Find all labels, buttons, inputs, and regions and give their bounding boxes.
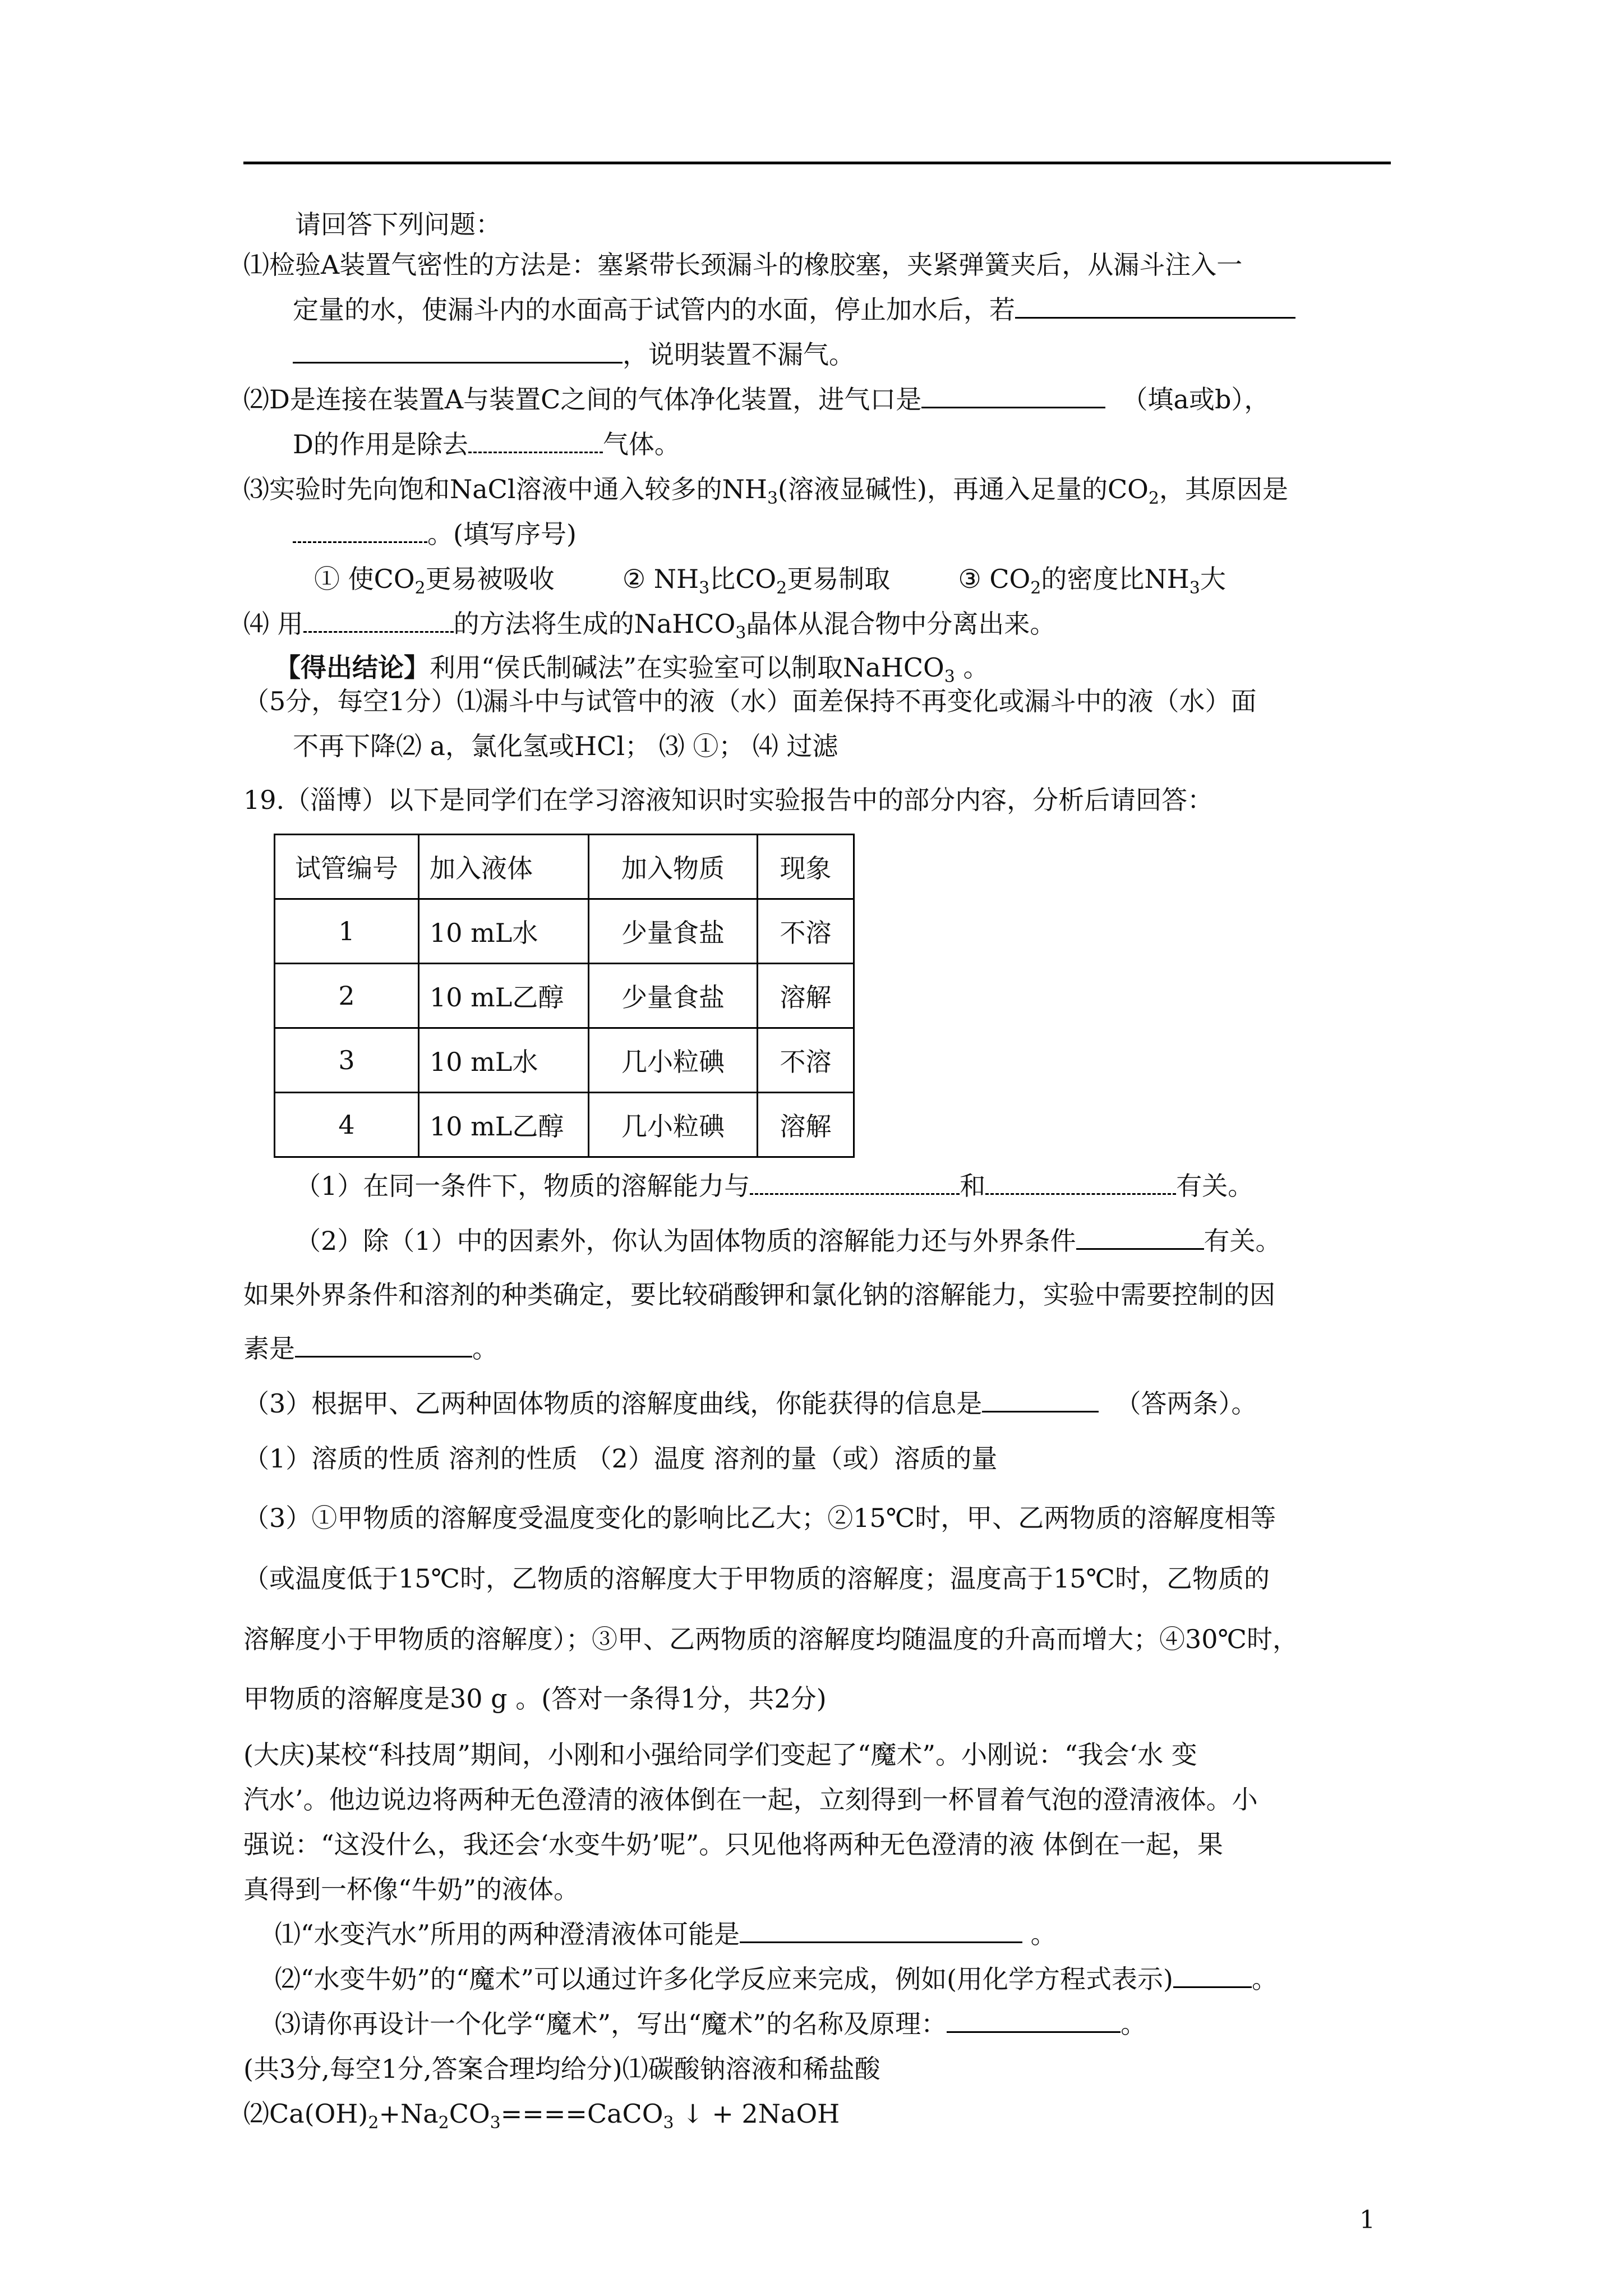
table-header-cell: 试管编号 bbox=[275, 835, 419, 899]
q3-line2: 。(填写序号) bbox=[293, 517, 577, 551]
q19-answer-3-line2: （或温度低于15℃时，乙物质的溶解度大于甲物质的溶解度；温度高于15℃时，乙物质的 bbox=[243, 1563, 1270, 1594]
q3-line1: ⑶实验时先向饱和NaCl溶液中通入较多的$NH_3$(溶液显碱性)，再通入足量的$CO_2$，其原因是 bbox=[243, 474, 1288, 508]
table-header-cell: 加入物质 bbox=[589, 835, 758, 899]
q19-p2-factor-blank[interactable] bbox=[295, 1333, 472, 1358]
experiment-table bbox=[274, 834, 855, 1158]
q1-answer-blank[interactable] bbox=[1015, 295, 1295, 319]
q4-method-blank[interactable] bbox=[303, 609, 454, 633]
q19-part2-line3: 素是 。 bbox=[243, 1333, 498, 1364]
q2-gas-blank[interactable] bbox=[468, 429, 603, 453]
table-cell: 少量食盐 bbox=[589, 964, 758, 1028]
q19-part2-line1: （2）除（1）中的因素外，你认为固体物质的溶解能力还与外界条件 有关。 bbox=[295, 1226, 1281, 1256]
q2-inlet-blank[interactable] bbox=[921, 384, 1105, 408]
table-cell: 10 mL水 bbox=[419, 1028, 589, 1093]
q19-answer-1: （1）溶质的性质 溶剂的性质 （2）温度 溶剂的量（或）溶质的量 bbox=[243, 1443, 998, 1474]
table-cell: 10 mL乙醇 bbox=[419, 964, 589, 1028]
conclusion-line: 【得出结论】利用“侯氏制碱法”在实验室可以制取NaHCO$_3$ 。 bbox=[275, 652, 989, 687]
answer-18-line2: 不再下降⑵ a，氯化氢或HCl； ⑶ ①； ⑷ 过滤 bbox=[293, 731, 838, 761]
table-header-cell: 加入液体 bbox=[419, 835, 589, 899]
table-cell: 少量食盐 bbox=[589, 899, 758, 964]
q3-options bbox=[314, 562, 1226, 596]
page-number: 1 bbox=[1359, 2206, 1375, 2234]
table-header-cell: 现象 bbox=[758, 835, 854, 899]
daqing-sub3: ⑶请你再设计一个化学“魔术”，写出“魔术”的名称及原理： 。 bbox=[275, 2009, 1147, 2039]
q4-line: ⑷ 用 的方法将生成的NaHCO$_3$晶体从混合物中分离出来。 bbox=[243, 609, 1056, 643]
q1-answer-blank-cont[interactable] bbox=[293, 339, 623, 364]
daqing-line4: 真得到一杯像“牛奶”的液体。 bbox=[243, 1874, 580, 1904]
table-cell: 不溶 bbox=[758, 899, 854, 964]
table-row bbox=[275, 899, 854, 964]
table-cell: 溶解 bbox=[758, 1093, 854, 1157]
daqing-line2: 汽水’。他边说边将两种无色澄清的液体倒在一起，立刻得到一杯冒着气泡的澄清液体。小 bbox=[243, 1784, 1258, 1815]
q3-answer-blank[interactable] bbox=[293, 519, 427, 543]
table-cell: 4 bbox=[275, 1093, 419, 1157]
q2-line1: ⑵D是连接在装置A与装置C之间的气体净化装置，进气口是 （填a或b）， bbox=[243, 384, 1270, 415]
q3-option-1: ① 使$CO_2$更易被吸收 bbox=[314, 564, 555, 598]
table-cell: 10 mL乙醇 bbox=[419, 1093, 589, 1157]
table-cell: 2 bbox=[275, 964, 419, 1028]
daqing-s1-blank[interactable] bbox=[740, 1919, 1022, 1943]
intro-text: 请回答下列问题： bbox=[295, 209, 501, 240]
q19-answer-3-line3: 溶解度小于甲物质的溶解度）；③甲、乙两物质的溶解度均随温度的升高而增大；④30℃时， bbox=[243, 1624, 1298, 1654]
daqing-s2-blank[interactable] bbox=[1173, 1964, 1252, 1988]
q19-part1: （1）在同一条件下，物质的溶解能力与 和 有关。 bbox=[295, 1171, 1254, 1201]
q19-p2-blank[interactable] bbox=[1076, 1226, 1204, 1250]
daqing-sub2: ⑵“水变牛奶”的“魔术”可以通过许多化学反应来完成，例如(用化学方程式表示) 。 bbox=[275, 1964, 1278, 1994]
q19-part3: （3）根据甲、乙两种固体物质的溶解度曲线，你能获得的信息是 （答两条）。 bbox=[243, 1388, 1257, 1419]
daqing-answer-2: $⑵Ca(OH)_2+Na_2CO_3====CaCO_3$ ↓ + 2NaOH bbox=[243, 2099, 840, 2133]
table-cell: 不溶 bbox=[758, 1028, 854, 1093]
q19-answer-3-line4: 甲物质的溶解度是30 g 。(答对一条得1分，共2分) bbox=[243, 1683, 827, 1714]
q19-part2-line2: 如果外界条件和溶剂的种类确定，要比较硝酸钾和氯化钠的溶解能力，实验中需要控制的因 bbox=[243, 1280, 1275, 1310]
answer-18-line1: （5分，每空1分）⑴漏斗中与试管中的液（水）面差保持不再变化或漏斗中的液（水）面 bbox=[243, 686, 1257, 716]
table-row bbox=[275, 964, 854, 1028]
header-rule bbox=[243, 162, 1391, 164]
q19-p1-blank-1[interactable] bbox=[750, 1171, 960, 1195]
table-cell: 1 bbox=[275, 899, 419, 964]
table-row bbox=[275, 1028, 854, 1093]
q19-p1-blank-2[interactable] bbox=[985, 1171, 1176, 1195]
q1-line3: ，说明装置不漏气。 bbox=[293, 338, 855, 371]
q19-answer-3-line1: （3）①甲物质的溶解度受温度变化的影响比乙大；②15℃时，甲、乙两物质的溶解度相等 bbox=[243, 1503, 1276, 1533]
table-cell: 溶解 bbox=[758, 964, 854, 1028]
daqing-sub1: ⑴“水变汽水”所用的两种澄清液体可能是 。 bbox=[275, 1919, 1057, 1949]
q2-line2: D的作用是除去 气体。 bbox=[293, 429, 680, 459]
conclusion-label: 【得出结论】 bbox=[275, 652, 430, 683]
table-cell: 10 mL水 bbox=[419, 899, 589, 964]
table-cell: 3 bbox=[275, 1028, 419, 1093]
table-row bbox=[275, 1093, 854, 1157]
daqing-answer-1: (共3分,每空1分,答案合理均给分)⑴碳酸钠溶液和稀盐酸 bbox=[243, 2054, 880, 2084]
daqing-s3-blank[interactable] bbox=[947, 2009, 1121, 2033]
q3-option-3: ③ $CO_2$的密度比$NH_3$大 bbox=[958, 564, 1226, 598]
table-cell: 几小粒碘 bbox=[589, 1093, 758, 1157]
daqing-line1: (大庆)某校“科技周”期间，小刚和小强给同学们变起了“魔术”。小刚说：“我会‘水 变 bbox=[243, 1740, 1197, 1770]
daqing-line3: 强说：“这没什么，我还会‘水变牛奶’呢”。只见他将两种无色澄清的液 体倒在一起，果 bbox=[243, 1829, 1223, 1860]
q1-line1: ⑴检验A装置气密性的方法是：塞紧带长颈漏斗的橡胶塞，夹紧弹簧夹后，从漏斗注入一 bbox=[243, 250, 1243, 280]
q1-line2: 定量的水，使漏斗内的水面高于试管内的水面，停止加水后，若 bbox=[293, 293, 1295, 326]
q19-title: 19.（淄博）以下是同学们在学习溶液知识时实验报告中的部分内容，分析后请回答： bbox=[243, 785, 1214, 815]
table-cell: 几小粒碘 bbox=[589, 1028, 758, 1093]
q3-option-2: ② $NH_3$比$CO_2$更易制取 bbox=[622, 564, 891, 598]
table-header-row bbox=[275, 835, 854, 899]
q19-p3-blank[interactable] bbox=[982, 1388, 1099, 1412]
